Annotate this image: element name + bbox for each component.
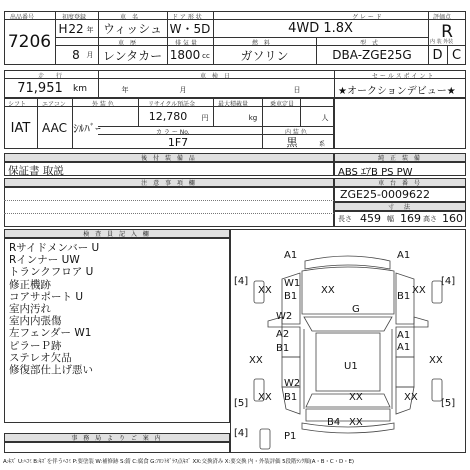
office-notice-box	[4, 442, 230, 453]
inspector-note: 室内汚れ	[9, 303, 51, 316]
damage-mark: W2	[276, 311, 293, 322]
label-score: 評価点	[433, 14, 452, 21]
damage-mark: A1	[397, 250, 411, 261]
sales-point-text: ★オークションデビュー★	[338, 86, 456, 97]
damage-mark: B1	[276, 343, 290, 354]
label-grade: グ レ ー ド	[352, 14, 382, 21]
label-fuel: 燃 料	[252, 40, 271, 47]
door-type: W・5D	[169, 21, 211, 36]
chassis-number: ZGE25-0009622	[340, 188, 430, 201]
inspector-note: ピラーＰ跡	[9, 339, 62, 352]
label-lot-no: 出品番号	[10, 14, 35, 21]
tire-label-spare: [4]	[234, 428, 249, 439]
inspection-year-unit: 年	[121, 86, 129, 94]
mileage-unit: km	[73, 84, 87, 94]
recycle-fee: 12,780	[148, 110, 188, 123]
inspection-month-unit: 月	[179, 86, 187, 94]
damage-mark: W1	[284, 278, 301, 289]
inspector-note: 修正機跡	[9, 278, 51, 291]
damage-mark: W2	[284, 378, 301, 389]
fuel: ガソリン	[240, 48, 289, 63]
label-aircon: エアコン	[42, 101, 66, 108]
width-value: 169	[400, 212, 421, 225]
height-value: 160	[442, 212, 463, 225]
label-car-name: 車 名	[120, 14, 139, 21]
registration-month: 8	[72, 48, 80, 62]
standard-equipment-header: 純 正 装 備	[334, 153, 466, 162]
damage-mark: XX	[249, 355, 263, 366]
tire-label-front-right: [4]	[441, 276, 456, 287]
inspector-note: 室内内張傷	[9, 315, 62, 328]
inspector-note: 修復部仕上げ悪い	[9, 364, 93, 377]
model-code: DBA-ZGE25G	[332, 48, 412, 62]
length-value: 459	[360, 212, 381, 225]
damage-mark: XX	[349, 417, 363, 428]
inspector-header: 検 査 員 記 入 欄	[4, 229, 230, 238]
damage-mark: A1	[284, 250, 298, 261]
notes-header: 注 意 事 項 欄	[4, 178, 334, 187]
damage-mark: U1	[344, 361, 358, 372]
interior-grade: D	[432, 47, 443, 63]
grade: 4WD 1.8X	[288, 20, 353, 36]
inspector-notes	[9, 242, 99, 376]
inspector-note: 左フェンダー W1	[9, 327, 92, 340]
inspector-note: Rインナー UW	[9, 254, 80, 267]
sales-point-area	[334, 98, 466, 149]
interior-color: 黒	[286, 136, 298, 149]
label-exterior-color: 外 装 色	[92, 101, 114, 108]
lot-number: 7206	[7, 32, 52, 52]
label-mileage: 走 行	[38, 73, 63, 80]
damage-mark: B1	[284, 291, 298, 302]
label-recycle: リサイクル預託金	[148, 101, 196, 108]
shift: IAT	[10, 120, 31, 136]
score: R	[441, 22, 453, 42]
damage-mark: G	[352, 304, 360, 315]
notes-box	[4, 187, 334, 227]
inspector-note: コアサポート U	[9, 290, 84, 303]
legend: A:ｷｽﾞ U:ﾍｺﾐ B:ｷｽﾞを伴うﾍｺﾐ P:要塗装 W:補修跡 S:錆 C:腐食 G:ﾌﾛﾝﾄｶﾞﾗｽ点ｷｽﾞ XX:交換済み X:要交換 内・外装評価 5段階ﾗﾝｸ順(A・B・C・D・E)	[3, 459, 354, 465]
damage-mark: B1	[284, 392, 298, 403]
damage-mark: XX	[429, 355, 443, 366]
inspector-note: ステレオ欠品	[9, 351, 72, 364]
displacement: 1800	[169, 48, 201, 62]
registration-month-unit: 月	[86, 51, 94, 59]
damage-mark: A1	[397, 342, 411, 353]
width-label: 幅	[387, 215, 394, 223]
registration-year: 22	[68, 22, 84, 36]
damage-mark: XX	[258, 285, 272, 296]
car-diagram	[230, 229, 466, 453]
height-label: 高さ	[423, 215, 437, 223]
seat-unit: 人	[321, 114, 329, 122]
equipment-header: 後 付 装 備 品	[4, 153, 334, 162]
damage-mark: XX	[349, 392, 363, 403]
registration-year-unit: 年	[86, 26, 94, 34]
damage-mark: P1	[284, 431, 297, 442]
label-history: 車 歴	[118, 40, 137, 47]
damage-mark: B4	[327, 417, 341, 428]
label-first-registration: 初度登録	[62, 14, 87, 21]
tire-label-rear-left: [5]	[234, 398, 249, 409]
damage-mark: XX	[412, 285, 426, 296]
inspector-note: Rサイドメンバー U	[9, 242, 100, 254]
size-header: 寸 法	[334, 202, 466, 211]
recycle-unit: 円	[201, 114, 209, 122]
registration-era: H	[58, 22, 68, 36]
label-color-no: カ ラ ー No.	[156, 129, 190, 136]
label-sales-point: セ ー ル ス ポ イ ン ト	[372, 73, 434, 80]
standard-equipment: ABS ｴｱB PS PW	[338, 167, 413, 178]
damage-mark: XX	[404, 392, 418, 403]
label-door: ド ア 形 状	[172, 14, 202, 21]
mileage-value: 71,951	[17, 81, 63, 96]
car-history: レンタカー	[102, 48, 163, 63]
label-max-load: 最大積載量	[218, 101, 249, 108]
label-shift: シフト	[8, 101, 27, 108]
damage-mark: B1	[397, 291, 411, 302]
label-inspection-date: 車 検 日	[200, 73, 231, 80]
interior-color-unit: 系	[318, 140, 325, 148]
label-model: 型 式	[360, 40, 379, 47]
exterior-grade: C	[451, 47, 462, 63]
equipment-text: 保証書 取説	[8, 165, 64, 177]
label-int-ext: 内 装 外装	[430, 39, 454, 45]
label-interior-color: 内 装 色	[285, 129, 307, 136]
office-notice-header: 事 務 局 よ り ご 案 内	[4, 433, 230, 442]
load-unit: kg	[248, 114, 258, 122]
damage-mark: A1	[397, 330, 411, 341]
color-number: 1F7	[167, 135, 189, 149]
tire-label-rear-right: [5]	[441, 398, 456, 409]
length-label: 長さ	[338, 215, 352, 223]
tire-label-front-left: [4]	[234, 276, 249, 287]
damage-mark: XX	[321, 285, 335, 296]
damage-mark: A2	[276, 329, 290, 340]
label-seats: 乗車定員	[270, 101, 295, 108]
label-displacement: 排 気 量	[175, 40, 197, 47]
aircon: AAC	[42, 121, 67, 135]
car-name: ウィッシュ	[102, 21, 163, 36]
inspection-day-unit: 日	[293, 86, 301, 94]
displacement-unit: cc	[202, 52, 210, 60]
chassis-header: 車 台 番 号	[334, 178, 466, 187]
exterior-color: ｼﾙﾊﾞｰ	[73, 122, 101, 135]
damage-mark: XX	[258, 392, 272, 403]
inspector-note: トランクフロア U	[9, 266, 94, 279]
